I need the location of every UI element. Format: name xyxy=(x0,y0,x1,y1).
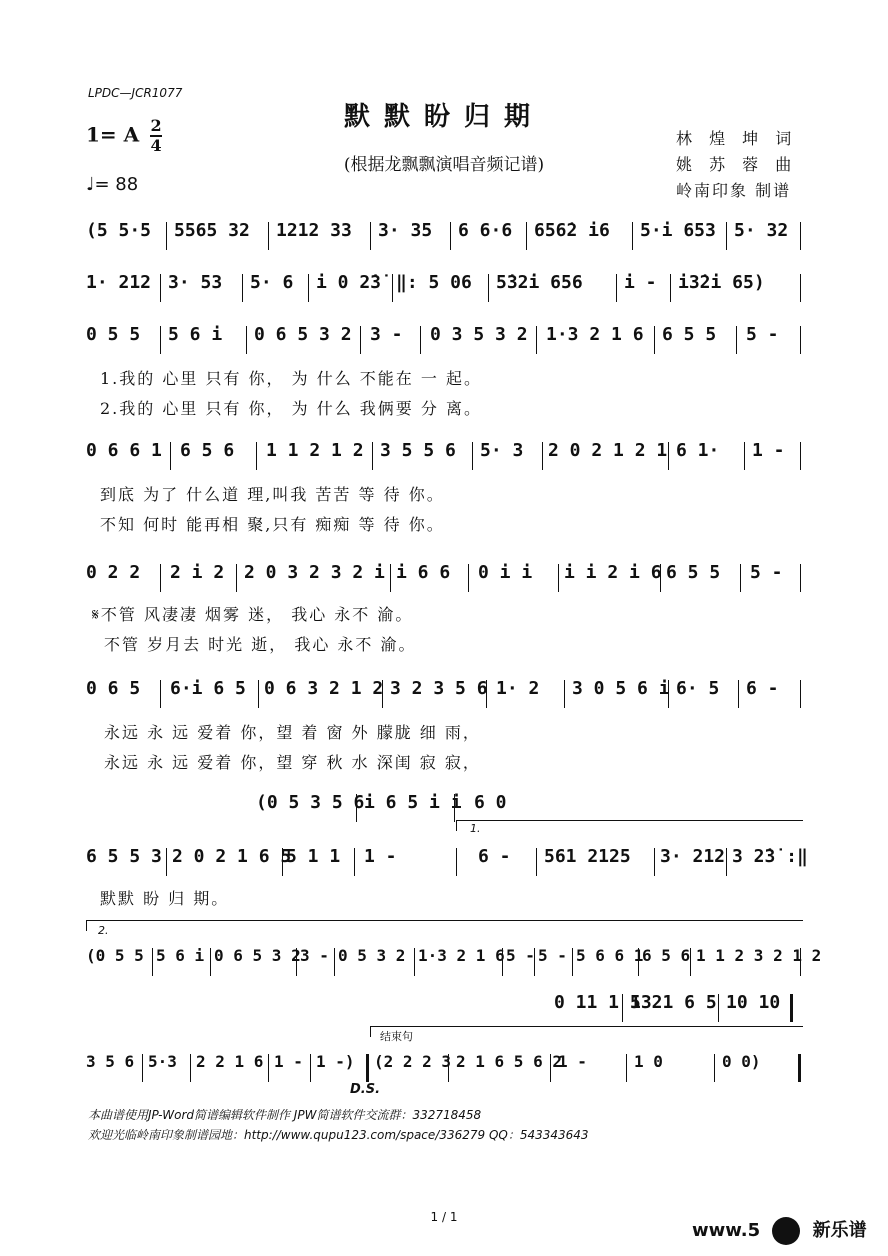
footer-line-2: 欢迎光临岭南印象制谱园地：http://www.qupu123.com/space/336279 QQ：543343643 xyxy=(88,1128,589,1142)
measure: 6 6·6 xyxy=(458,220,513,241)
measure: 1 - xyxy=(364,846,397,867)
measure: 1 -) xyxy=(316,1052,355,1071)
measure: 5· 3 xyxy=(480,440,524,461)
measure: (0 5 5 xyxy=(86,946,144,965)
lyric-verse-1: 1.我的 心里 只有 你， 为 什么 不能在 一 起。 xyxy=(100,369,482,388)
measure: 0 6 6 1 xyxy=(86,440,162,461)
measure: i3̇2i 65) xyxy=(678,272,765,293)
measure: 3 - xyxy=(300,946,329,965)
measure: 1 - xyxy=(274,1052,303,1071)
staff-row-2 xyxy=(86,272,802,306)
measure: i 6 6 xyxy=(396,562,451,583)
time-bottom: 4 xyxy=(150,136,162,155)
measure: 1321 6 5 xyxy=(630,992,717,1013)
measure: 5 6 i xyxy=(168,324,223,345)
measure: 0 3 5 3 2 xyxy=(430,324,528,345)
repeat-start-measure: ‖: 5 06 xyxy=(396,272,472,293)
ending-bracket xyxy=(370,1026,803,1037)
measure: 0 i i xyxy=(478,562,533,583)
measure: 0 6 5 3 2 xyxy=(214,946,301,965)
key-signature xyxy=(86,118,162,154)
lyric-verse-2: 不知 何时 能再相 聚,只有 痴痴 等 待 你。 xyxy=(100,515,445,534)
measure: 1· 2 xyxy=(496,678,540,699)
measure: 5 6 6 1 xyxy=(576,946,644,965)
measure: 3· 53 xyxy=(168,272,223,293)
measure: 6 - xyxy=(478,846,511,867)
measure: 2 i 2 xyxy=(170,562,225,583)
key-label: 1= A xyxy=(86,122,140,147)
measure: 6· 5 xyxy=(676,678,720,699)
staff-row-6 xyxy=(86,678,802,712)
volta-2-bracket xyxy=(86,920,803,931)
coda-small-line xyxy=(554,992,804,1026)
measure: 0 6 5 3 2 xyxy=(254,324,352,345)
staff-row-7 xyxy=(86,846,808,880)
measure: i i 2 i 6 xyxy=(564,562,662,583)
measure: 2 1 6 5 6 2 xyxy=(456,1052,562,1071)
measure: 561 2125 xyxy=(544,846,631,867)
volta-1-bracket xyxy=(456,820,803,831)
song-subtitle: (根据龙飘飘演唱音频记谱) xyxy=(343,155,545,175)
measure: (2 2 2 3 xyxy=(374,1052,452,1071)
measure: 3· 212 xyxy=(660,846,726,867)
staff-row-1 xyxy=(86,220,802,254)
measure: 6 0 xyxy=(474,792,507,813)
measure: 6 5 6 xyxy=(642,946,691,965)
measure: 5̇32̇i 656 xyxy=(496,272,583,293)
arranger-credit: 岭南印象 制谱 xyxy=(676,181,792,200)
measure: 5· 6 xyxy=(250,272,294,293)
lyric-verse-1: 永远 永 远 爱着 你，望 着 窗 外 朦胧 细 雨， xyxy=(104,723,481,742)
time-signature xyxy=(150,118,162,154)
volta-2-label: 2. xyxy=(98,924,109,937)
measure: 3· 35 xyxy=(378,220,433,241)
song-title: 默默盼归期 xyxy=(343,102,544,132)
measure: 0 5 3 2 xyxy=(338,946,406,965)
lyric-verse-2: 2.我的 心里 只有 你， 为 什么 我俩要 分 离。 xyxy=(100,399,482,418)
measure: 1 0 xyxy=(634,1052,663,1071)
measure: 6 1· xyxy=(676,440,720,461)
lyric-line: 默默 盼 归 期。 xyxy=(100,889,230,908)
measure: 5 - xyxy=(746,324,779,345)
lyric-verse-2: 不管 岁月去 时光 逝， 我心 永不 渝。 xyxy=(104,635,417,654)
repeat-end-measure: 3 2̇3̇ :‖ xyxy=(732,846,808,867)
measure: 2 0 3 2 3 2 i xyxy=(244,562,385,583)
site-url: www.5 xyxy=(692,1220,761,1241)
measure: 1 - xyxy=(558,1052,587,1071)
staff-row-8 xyxy=(86,946,822,980)
measure: 2 0 2 1 6 5 xyxy=(172,846,292,867)
measure: 0 6 5 xyxy=(86,678,141,699)
measure: 5 6 i xyxy=(156,946,205,965)
site-logo-text: 新乐谱 xyxy=(812,1220,867,1241)
measure: 0 5 5 xyxy=(86,324,141,345)
score-code: LPDC—JCR1077 xyxy=(88,86,183,100)
measure: 0 11 1 5 xyxy=(554,992,641,1013)
measure: 5· 32 xyxy=(734,220,789,241)
measure: 2 2 1 6 xyxy=(196,1052,264,1071)
volta-1-label: 1. xyxy=(470,822,481,835)
staff-row-5 xyxy=(86,562,802,596)
staff-row-4 xyxy=(86,440,802,474)
measure: 0 2 2 xyxy=(86,562,141,583)
measure: 1 1 2 1 2 xyxy=(266,440,364,461)
measure: 1 1 2 3 2 1 2 xyxy=(696,946,822,965)
time-top: 2 xyxy=(150,116,162,135)
measure: (0 5 3 5 6 xyxy=(256,792,365,813)
measure: 1212 33 xyxy=(276,220,352,241)
measure: 3 5 6 xyxy=(86,1052,135,1071)
measure: 0 0) xyxy=(722,1052,761,1071)
measure: 2 0 2 1 2 1 xyxy=(548,440,668,461)
measure: i 0 2̇3̇ xyxy=(316,272,382,293)
measure: 6 5 5 xyxy=(666,562,721,583)
dal-segno-marking: D.S. xyxy=(350,1082,381,1097)
lyric-verse-2: 永远 永 远 爱着 你，望 穿 秋 水 深闺 寂 寂， xyxy=(104,753,481,772)
measure: 6 5 5 xyxy=(662,324,717,345)
lyric-verse-1: 𝄋不管 风凄凄 烟雾 迷， 我心 永不 渝。 xyxy=(92,605,414,624)
measure: 1· 212 xyxy=(86,272,152,293)
ending-label: 结束句 xyxy=(380,1030,413,1043)
measure: 5 - xyxy=(506,946,535,965)
measure: 6 5 6 xyxy=(180,440,235,461)
measure: i - xyxy=(624,272,657,293)
lyricist-credit: 林 煌 坤 词 xyxy=(676,129,798,148)
measure: 6 - xyxy=(746,678,779,699)
record-icon xyxy=(772,1217,800,1245)
measure: 5 - xyxy=(750,562,783,583)
measure: 3 5 5 6 xyxy=(380,440,456,461)
measure: 5·i 653 xyxy=(640,220,716,241)
staff-row-9 xyxy=(86,1052,802,1086)
measure: 3 - xyxy=(370,324,403,345)
measure: 5565 32 xyxy=(174,220,250,241)
measure: (5 5·5 xyxy=(86,220,152,241)
measure: 0 6 3 2 1 2 xyxy=(264,678,384,699)
measure: 3 2 3 5 6 xyxy=(390,678,488,699)
measure: 656̇2 i6 xyxy=(534,220,610,241)
measure: 1 - xyxy=(752,440,785,461)
footer-line-1: 本曲谱使用JP-Word简谱编辑软件制作 JPW简谱软件交流群：332718458 xyxy=(88,1108,482,1122)
measure: 1·3 2 1 6 xyxy=(418,946,505,965)
measure: 10 10 xyxy=(726,992,781,1013)
measure: i 6 5 i i xyxy=(364,792,462,813)
tempo-marking: ♩= 88 xyxy=(86,174,139,195)
measure: 1·3 2 1 6 xyxy=(546,324,644,345)
lyric-verse-1: 到底 为了 什么道 理,叫我 苦苦 等 待 你。 xyxy=(100,485,445,504)
measure: 6 5 5 3 xyxy=(86,846,162,867)
measure: 5 1 1 xyxy=(286,846,341,867)
staff-row-3 xyxy=(86,324,802,358)
measure: 5·3 xyxy=(148,1052,177,1071)
composer-credit: 姚 苏 蓉 曲 xyxy=(676,155,798,174)
page-number: 1 / 1 xyxy=(430,1210,458,1224)
measure: 3 0 5 6 i xyxy=(572,678,670,699)
site-watermark xyxy=(692,1216,867,1245)
measure: 6·i 6 5 xyxy=(170,678,246,699)
measure: 5 - xyxy=(538,946,567,965)
